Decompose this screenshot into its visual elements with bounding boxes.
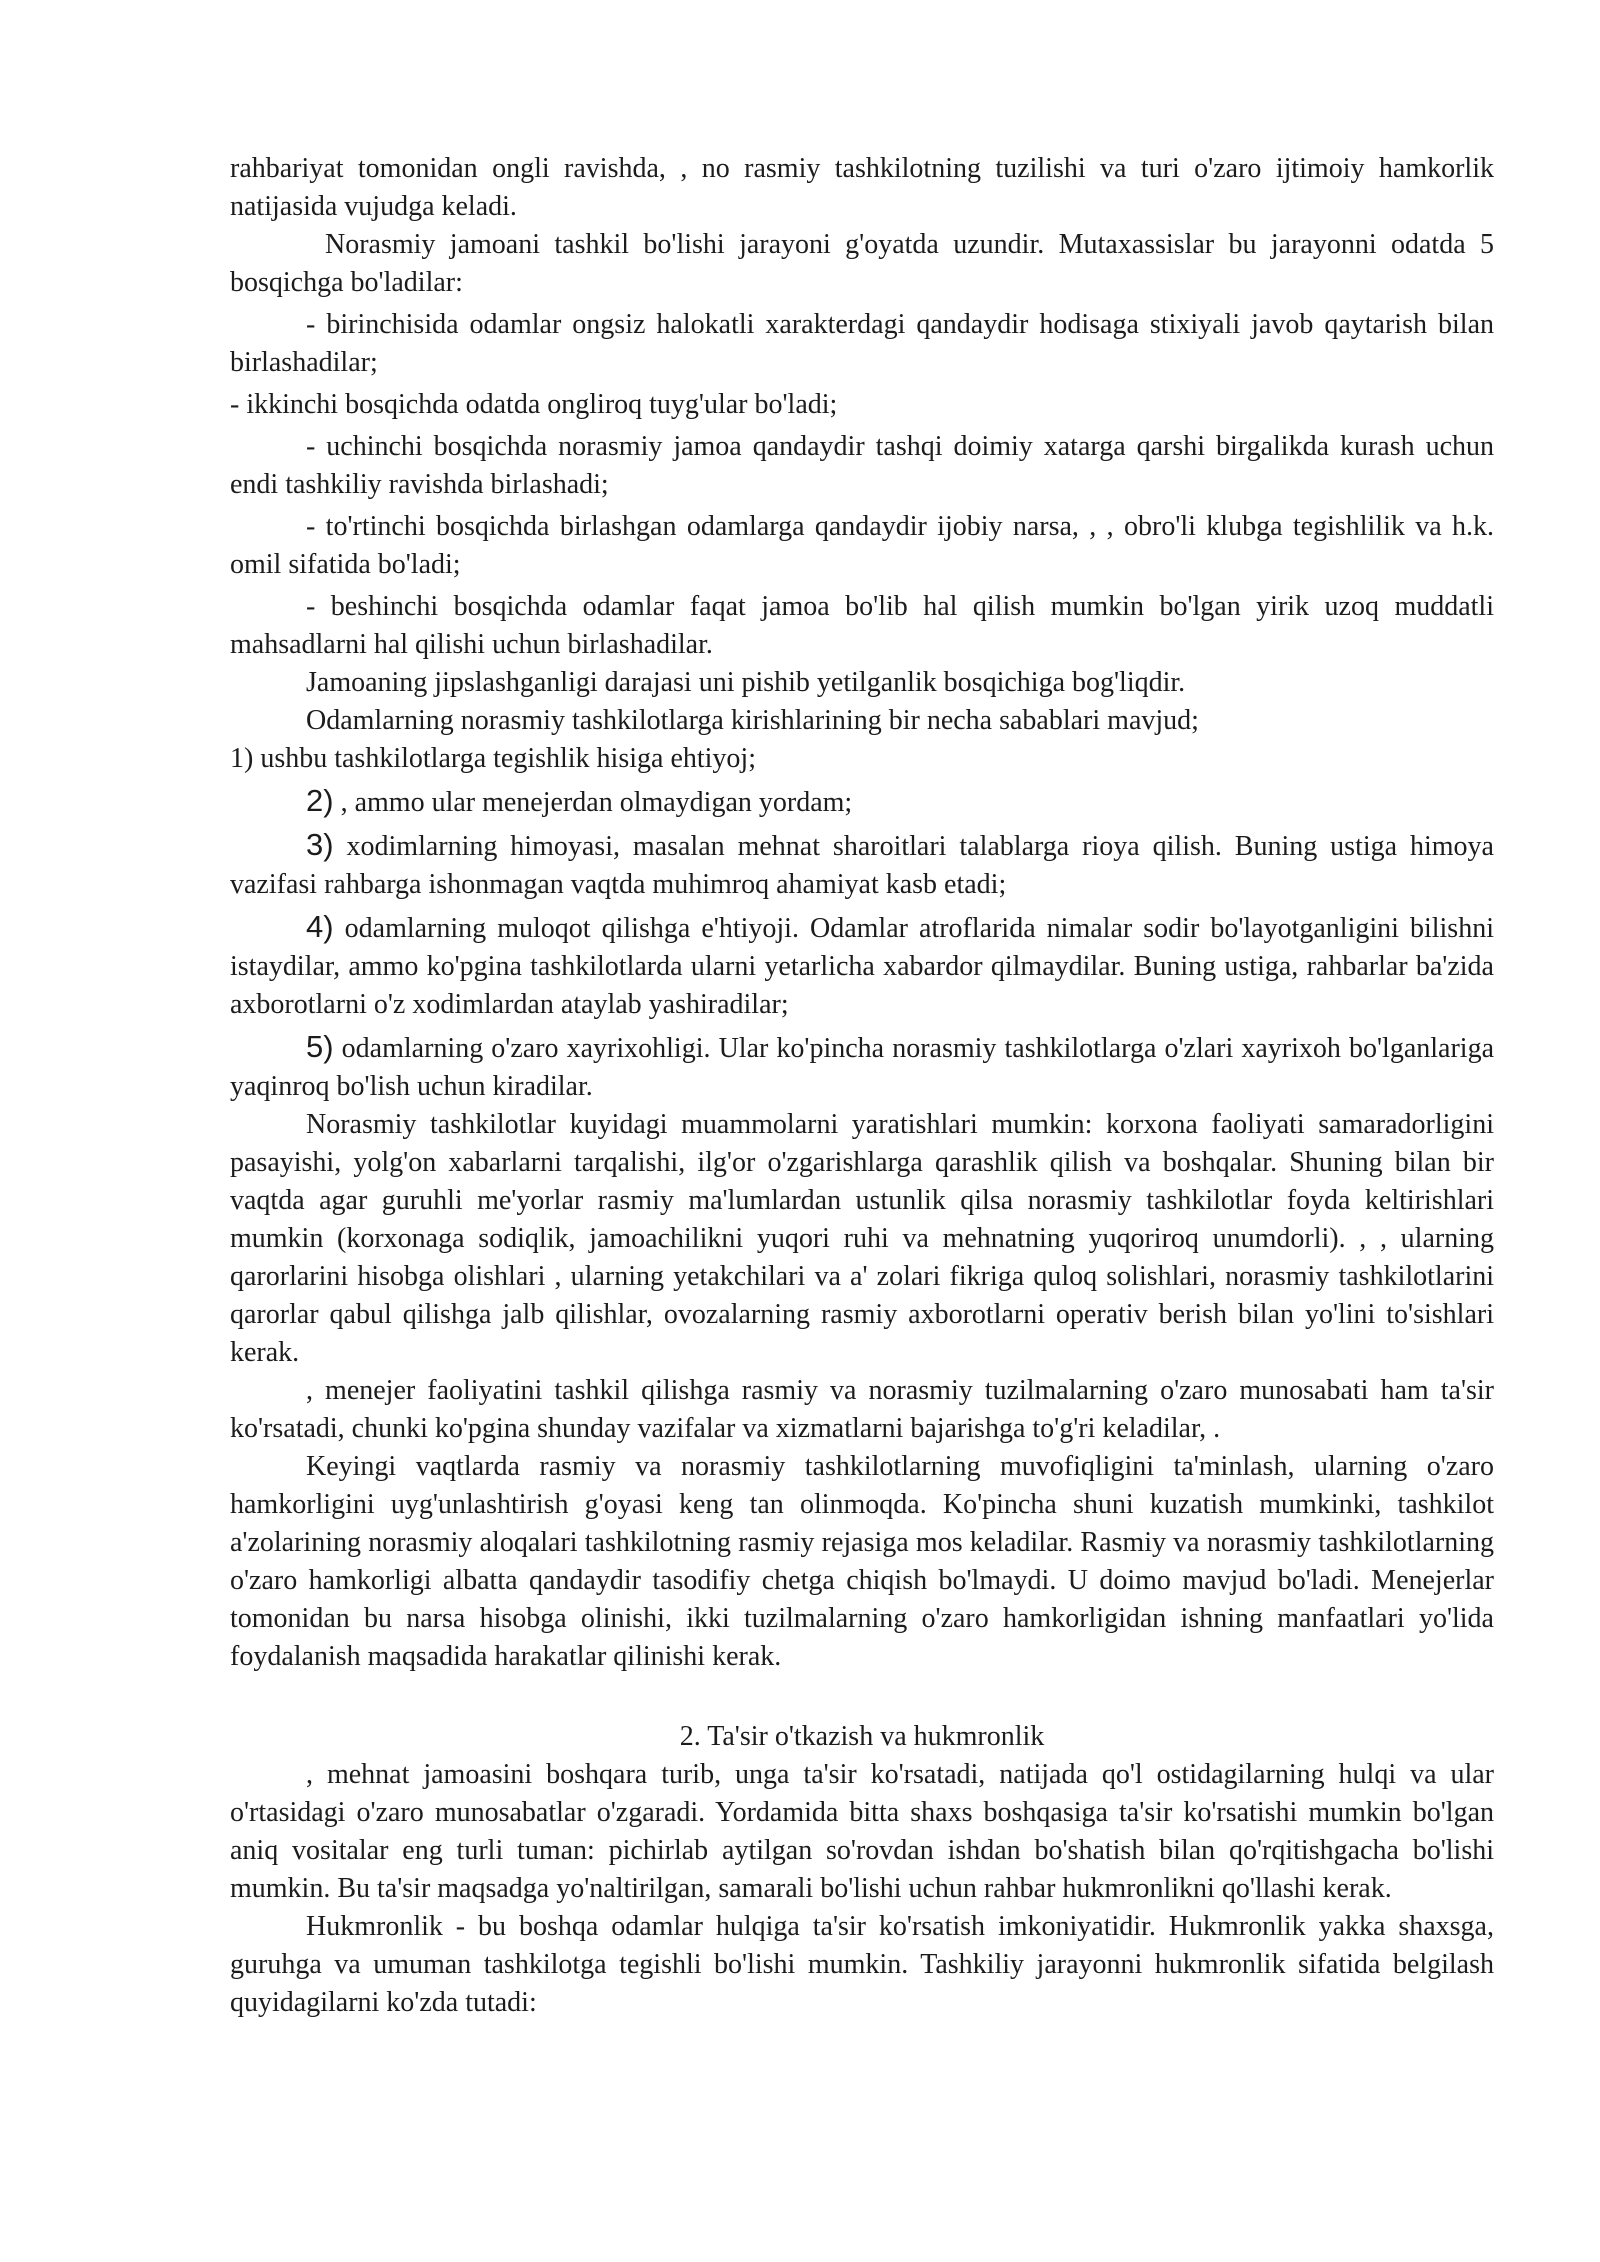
item-text: , ammo ular menejerdan olmaydigan yordam; [333,787,853,818]
list-item: - ikkinchi bosqichda odatda ongliroq tuyg'ular bo'ladi; [230,389,838,420]
item-text: xodimlarning himoyasi, masalan mehnat sharoitlari talablarga rioya qilish. Buning ustiga himoya vazifasi rahbarga ishonmagan vaqtda muhimroq ahamiyat kasb etadi; [230,831,1494,900]
numbered-item [230,782,1494,822]
list-item: - birinchisida odamlar ongsiz halokatli xarakterdagi qandaydir hodisaga stixiyali javob qaytarish bilan birlashadilar; [230,309,1494,378]
document-page [230,150,1494,2022]
numbered-item [230,908,1494,1024]
numbered-item [230,1028,1494,1106]
list-item: - to'rtinchi bosqichda birlashgan odamlarga qandaydir ijobiy narsa, , , obro'li klubga tegishlilik va h.k. omil sifatida bo'ladi; [230,511,1494,580]
list-item: 1) ushbu tashkilotlarga tegishlik hisiga ehtiyoj; [230,743,756,774]
item-number: 4) [306,909,334,944]
item-number: 2) [306,783,334,818]
list-item: - uchinchi bosqichda norasmiy jamoa qandaydir tashqi doimiy xatarga qarshi birgalikda kurash uchun endi tashkiliy ravishda birlashadi; [230,431,1494,500]
item-number: 5) [306,1029,334,1064]
paragraph: Keyingi vaqtlarda rasmiy va norasmiy tashkilotlarning muvofiqligini ta'minlash, ularning o'zaro hamkorligini uyg'unlashtirish g'oyasi keng tan olinmoqda. Ko'pincha shuni kuzatish mumkinki, tashkilot a'zolarining norasmiy aloqalari tashkilotning rasmiy rejasiga mos keladilar. Rasmiy va norasmiy tashkilotlarning o'zaro hamkorligi albatta qandaydir tasodifiy chetga chiqish bo'lmaydi. U doimo mavjud bo'ladi. Menejerlar tomonidan bu narsa hisobga olinishi, ikki tuzilmalarning o'zaro hamkorligidan ishning manfaatlari yo'lida foydalanish maqsadida harakatlar qilinishi kerak. [230,1451,1494,1672]
item-text: odamlarning o'zaro xayrixohligi. Ular ko'pincha norasmiy tashkilotlarga o'zlari xayrixoh bo'lganlariga yaqinroq bo'lish uchun kiradilar. [230,1033,1494,1102]
paragraph: Hukmronlik - bu boshqa odamlar hulqiga ta'sir ko'rsatish imkoniyatidir. Hukmronlik yakka shaxsga, guruhga va umuman tashkilotga tegishli bo'lishi mumkin. Tashkiliy jarayonni hukmronlik sifatida belgilash quyidagilarni ko'zda tutadi: [230,1911,1494,2018]
numbered-item [230,826,1494,904]
list-item: - beshinchi bosqichda odamlar faqat jamoa bo'lib hal qilish mumkin bo'lgan yirik uzoq muddatli mahsadlarni hal qilishi uchun birlashadilar. [230,591,1494,660]
paragraph: Norasmiy tashkilotlar kuyidagi muammolarni yaratishlari mumkin: korxona faoliyati samaradorligini pasayishi, yolg'on xabarlarni tarqalishi, ilg'or o'zgarishlarga qarashlik qilish va boshqalar. Shuning bilan bir vaqtda agar guruhli me'yorlar rasmiy ma'lumlardan ustunlik qilsa norasmiy tashkilotlar foyda keltirishlari mumkin (korxonaga sodiqlik, jamoachilikni yuqori ruhi va mehnatning yuqoriroq unumdorli). , , ularning qarorlarini hisobga olishlari , ularning yetakchilari va a' zolari fikriga quloq solishlari, norasmiy tashkilotlarini qarorlar qabul qilishga jalb qilishlar, ovozalarning rasmiy axborotlarni operativ berish bilan yo'lini to'sishlari kerak. [230,1109,1494,1368]
section-heading: 2. Ta'sir o'tkazish va hukmronlik [679,1721,1045,1752]
paragraph: Jamoaning jipslashganligi darajasi uni pishib yetilganlik bosqichiga bog'liqdir. [306,667,1186,698]
paragraph: , menejer faoliyatini tashkil qilishga rasmiy va norasmiy tuzilmalarning o'zaro munosabati ham ta'sir ko'rsatadi, chunki ko'pgina shunday vazifalar va xizmatlarni bajarishga to'g'ri keladilar, . [230,1375,1494,1444]
item-text: odamlarning muloqot qilishga e'htiyoji. Odamlar atroflarida nimalar sodir bo'layotganligini bilishni istaydilar, ammo ko'pgina tashkilotlarda ularni yetarlicha xabardor qilmaydilar. Buning ustiga, rahbarlar ba'zida axborotlarni o'z xodimlardan ataylab yashiradilar; [230,913,1494,1020]
paragraph: rahbariyat tomonidan ongli ravishda, , no rasmiy tashkilotning tuzilishi va turi o'zaro ijtimoiy hamkorlik natijasida vujudga keladi. [230,153,1494,222]
item-number: 3) [306,827,334,862]
paragraph: Odamlarning norasmiy tashkilotlarga kirishlarining bir necha sabablari mavjud; [306,705,1199,736]
spacer [230,1676,1494,1718]
paragraph: Norasmiy jamoani tashkil bo'lishi jarayoni g'oyatda uzundir. Mutaxassislar bu jarayonni odatda 5 bosqichga bo'ladilar: [230,229,1494,298]
paragraph: , mehnat jamoasini boshqara turib, unga ta'sir ko'rsatadi, natijada qo'l ostidagilarning hulqi va ular o'rtasidagi o'zaro munosabatlar o'zgaradi. Yordamida bitta shaxs boshqasiga ta'sir ko'rsatishi mumkin bo'lgan aniq vositalar eng turli tuman: pichirlab aytilgan so'rovdan ishdan bo'shatish bilan qo'rqitishgacha bo'lishi mumkin. Bu ta'sir maqsadga yo'naltirilgan, samarali bo'lishi uchun rahbar hukmronlikni qo'llashi kerak. [230,1759,1494,1904]
